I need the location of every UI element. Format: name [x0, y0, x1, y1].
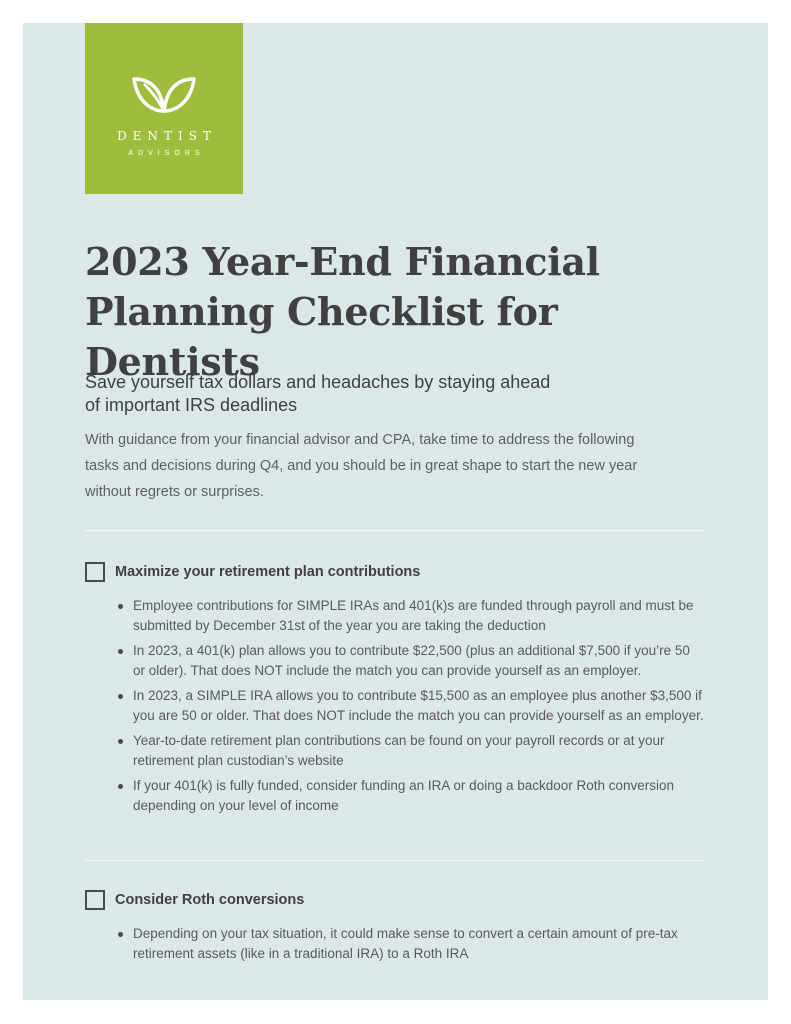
list-item: In 2023, a SIMPLE IRA allows you to contribute $15,500 as an employee plus another $3,500 if you are 50 or older. That does NOT include the match you can provide yourself as an employer. — [115, 686, 705, 726]
page-title: 2023 Year-End Financial Planning Checklist for Dentists — [85, 239, 600, 384]
section-title: Maximize your retirement plan contributions — [115, 564, 421, 580]
leaf-icon — [131, 71, 197, 115]
page-subtitle: Save yourself tax dollars and headaches by staying ahead of important IRS deadlines — [85, 372, 551, 415]
section-divider — [85, 530, 705, 531]
intro-paragraph: With guidance from your financial advisor and CPA, take time to address the following tasks and decisions during Q4, and you should be in great shape to start the new year without regrets or surprises. — [85, 432, 638, 500]
section-divider — [85, 860, 705, 861]
retirement-bullet-list — [115, 596, 705, 821]
retirement-checkbox[interactable] — [85, 562, 105, 582]
logo-subtitle: ADVISORS — [128, 150, 205, 157]
list-item: Depending on your tax situation, it could make sense to convert a certain amount of pre-tax retirement assets (like in a traditional IRA) to a Roth IRA — [115, 924, 705, 964]
section-roth-conversions — [85, 890, 705, 912]
list-item: Employee contributions for SIMPLE IRAs and 401(k)s are funded through payroll and must be submitted by December 31st of the year you are taking the deduction — [115, 596, 705, 636]
section-title: Consider Roth conversions — [115, 892, 305, 908]
list-item: Year-to-date retirement plan contributions can be found on your payroll records or at your retirement plan custodian’s website — [115, 731, 705, 771]
section-retirement-contributions — [85, 562, 705, 584]
list-item: In 2023, a 401(k) plan allows you to contribute $22,500 (plus an additional $7,500 if you’re 50 or older). That does NOT include the match you can provide yourself as an employer. — [115, 641, 705, 681]
roth-checkbox[interactable] — [85, 890, 105, 910]
checklist-page — [23, 23, 768, 1000]
roth-bullet-list — [115, 924, 705, 969]
list-item: If your 401(k) is fully funded, consider funding an IRA or doing a backdoor Roth conversion depending on your level of income — [115, 776, 705, 816]
logo-name: DENTIST — [117, 129, 217, 143]
dentist-advisors-logo — [85, 23, 243, 194]
